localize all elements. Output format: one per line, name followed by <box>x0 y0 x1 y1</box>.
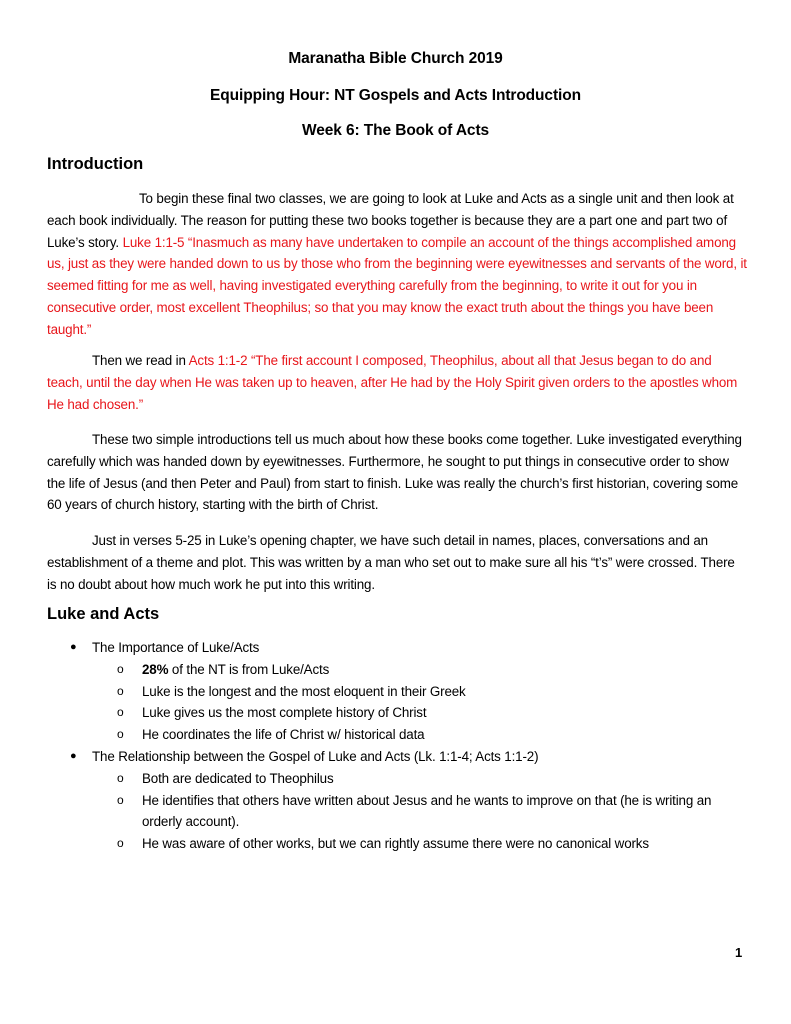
intro-paragraph-3: These two simple introductions tell us much about how these books come together. Luke investigated everything carefully which was handed down by eyewitnesses. Furthermore, he sought to put things in consecutive order to show the life of Jesus (and then Peter and Paul) from start to finish. Luke was really the church’s first historian, covering some 60 years of church history, starting with the birth of Christ. <box>47 432 742 513</box>
church-title: Maranatha Bible Church 2019 <box>288 50 503 67</box>
hollow-bullet-icon: o <box>117 705 124 720</box>
bullet-icon: ● <box>70 641 77 653</box>
class-title: Equipping Hour: NT Gospels and Acts Introduction <box>210 87 581 104</box>
page-number: 1 <box>735 945 743 960</box>
sub-list-item <box>47 659 747 681</box>
hollow-bullet-icon: o <box>117 661 124 676</box>
sub-list-item <box>47 724 747 746</box>
sub-list-item-label: Luke gives us the most complete history of Christ <box>142 705 427 721</box>
bullet-icon: ● <box>70 749 77 762</box>
hollow-bullet-icon: o <box>117 836 124 851</box>
sub-list-item <box>47 681 747 703</box>
list-item <box>47 637 747 746</box>
intro-paragraph-1 <box>47 188 747 341</box>
hollow-bullet-icon: o <box>117 683 124 698</box>
acts-scripture-quote: Acts 1:1-2 “The first account I composed, Theophilus, about all that Jesus began to do and teach, until the day when He was taken up to heaven, after He had by the Holy Spirit given orders to the apostles whom He had chosen.” <box>47 353 738 412</box>
luke-acts-heading: Luke and Acts <box>47 605 160 623</box>
list-item-label: The Importance of Luke/Acts <box>92 640 260 655</box>
intro-paragraph-4: Just in verses 5-25 in Luke’s opening chapter, we have such detail in names, places, conversations and an establishment of a theme and plot. This was written by a man who set out to make sure all his “t’s” were crossed. There is no doubt about how much work he put into this writing. <box>47 533 735 592</box>
sub-list-item-label: of the NT is from Luke/Acts <box>168 661 330 677</box>
list-item <box>47 746 747 855</box>
intro-paragraph-1-text: To begin these final two classes, we are going to look at Luke and Acts as a single unit and then look at each book individually. The reason for putting these two books together is because they are a part one and part two of Luke’s story. <box>47 191 734 250</box>
hollow-bullet-icon: o <box>117 770 124 785</box>
sub-list-item-label: He coordinates the life of Christ w/ historical data <box>142 727 425 743</box>
week-title: Week 6: The Book of Acts <box>301 122 490 139</box>
intro-paragraph-2 <box>47 350 747 415</box>
sub-list-item-label: Both are dedicated to Theophilus <box>142 770 334 786</box>
intro-heading: Introduction <box>47 155 144 173</box>
sub-list-item-label: He was aware of other works, but we can rightly assume there were no canonical works <box>142 836 649 852</box>
sub-list-item-label: Luke is the longest and the most eloquent in their Greek <box>142 683 466 699</box>
sub-list <box>92 659 747 746</box>
hollow-bullet-icon: o <box>117 727 124 742</box>
luke-scripture-quote: Luke 1:1-5 “Inasmuch as many have undertaken to compile an account of the things accomplished among us, just as they were handed down to us by those who from the beginning were eyewitnesses and servants of the word, it seemed fitting for me as well, having investigated everything carefully from the beginning, to write it out for you in consecutive order, most excellent Theophilus; so that you may know the exact truth about the things you have been taught.” <box>47 234 747 337</box>
sub-list-item <box>47 790 747 834</box>
sub-list-item-label: He identifies that others have written about Jesus and he wants to improve on that (he is writing an orderly account). <box>142 792 712 830</box>
intro-paragraph-2-text: Then we read in <box>92 353 186 368</box>
sub-list-item <box>47 702 747 724</box>
percentage-value: 28% <box>142 661 169 677</box>
luke-acts-list <box>47 637 747 855</box>
sub-list-item <box>47 768 747 790</box>
hollow-bullet-icon: o <box>117 792 124 807</box>
sub-list <box>92 768 747 855</box>
sub-list-item <box>47 833 747 855</box>
list-item-label: The Relationship between the Gospel of Luke and Acts (Lk. 1:1-4; Acts 1:1-2) <box>92 748 539 764</box>
